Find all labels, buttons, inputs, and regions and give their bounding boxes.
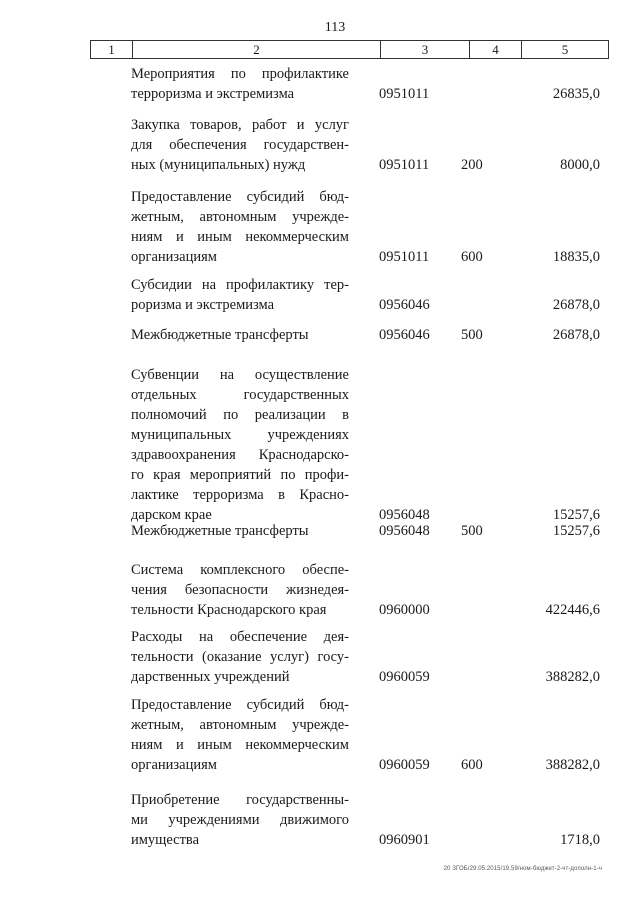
expense-kind-code: 500 bbox=[461, 523, 483, 539]
amount-value: 8000,0 bbox=[560, 157, 600, 173]
expense-kind-code: 600 bbox=[461, 757, 483, 773]
target-article-code: 0956046 bbox=[379, 297, 430, 313]
description-line: го края мероприятий по профи- bbox=[131, 467, 349, 483]
description-line: Предоставление субсидий бюд- bbox=[131, 189, 349, 205]
target-article-code: 0951011 bbox=[379, 157, 430, 173]
expense-kind-code: 500 bbox=[461, 327, 483, 343]
target-article-code: 0951011 bbox=[379, 86, 430, 102]
amount-value: 422446,6 bbox=[545, 602, 600, 618]
amount-value: 26878,0 bbox=[552, 327, 600, 343]
description-line: жетным, автономным учрежде- bbox=[131, 209, 349, 225]
amount-value: 26835,0 bbox=[552, 86, 600, 102]
row-description bbox=[131, 275, 349, 315]
description-line: отдельных государственных bbox=[131, 387, 349, 403]
header-col-2: 2 bbox=[133, 41, 381, 58]
description-line: организациям bbox=[131, 757, 217, 773]
description-line: для обеспечения государствен- bbox=[131, 137, 349, 153]
header-col-1: 1 bbox=[91, 41, 133, 58]
expense-kind-code: 600 bbox=[461, 249, 483, 265]
description-line: Субвенции на осуществление bbox=[131, 367, 349, 383]
description-line: жетным, автономным учрежде- bbox=[131, 717, 349, 733]
description-line: здравоохранения Краснодарско- bbox=[131, 447, 349, 463]
row-description bbox=[131, 115, 349, 175]
row-description bbox=[131, 521, 349, 541]
description-line: ниям и иным некоммерческим bbox=[131, 229, 349, 245]
description-line: Приобретение государственны- bbox=[131, 792, 349, 808]
amount-value: 15257,6 bbox=[552, 507, 600, 523]
header-col-4: 4 bbox=[470, 41, 522, 58]
amount-value: 1718,0 bbox=[560, 832, 600, 848]
table-header bbox=[90, 40, 609, 59]
target-article-code: 0960000 bbox=[379, 602, 430, 618]
footer-note: 20 ЗГОБ/29.05.2015/19.59/ном-бюджет-2-чт-дополн-1-ч bbox=[443, 866, 602, 872]
target-article-code: 0951011 bbox=[379, 249, 430, 265]
page-number: 113 bbox=[324, 20, 346, 35]
expense-kind-code: 200 bbox=[461, 157, 483, 173]
target-article-code: 0960059 bbox=[379, 669, 430, 685]
target-article-code: 0956046 bbox=[379, 327, 430, 343]
row-description bbox=[131, 64, 349, 104]
description-line: организациям bbox=[131, 249, 217, 265]
amount-value: 18835,0 bbox=[552, 249, 600, 265]
description-line: Межбюджетные трансферты bbox=[131, 327, 309, 343]
description-line: муниципальных учреждениях bbox=[131, 427, 349, 443]
target-article-code: 0960059 bbox=[379, 757, 430, 773]
description-line: Предоставление субсидий бюд- bbox=[131, 697, 349, 713]
row-description bbox=[131, 560, 349, 620]
description-line: терроризма и экстремизма bbox=[131, 86, 295, 102]
description-line: роризма и экстремизма bbox=[131, 297, 275, 313]
description-line: ми учреждениями движимого bbox=[131, 812, 349, 828]
row-description bbox=[131, 695, 349, 775]
target-article-code: 0956048 bbox=[379, 523, 430, 539]
description-line: Закупка товаров, работ и услуг bbox=[131, 117, 349, 133]
amount-value: 388282,0 bbox=[545, 669, 600, 685]
description-line: тельности (оказание услуг) госу- bbox=[131, 649, 349, 665]
description-line: Расходы на обеспечение дея- bbox=[131, 629, 349, 645]
target-article-code: 0956048 bbox=[379, 507, 430, 523]
description-line: Мероприятия по профилактике bbox=[131, 66, 349, 82]
description-line: дарском крае bbox=[131, 507, 212, 523]
amount-value: 26878,0 bbox=[552, 297, 600, 313]
description-line: Межбюджетные трансферты bbox=[131, 523, 309, 539]
description-line: ных (муниципальных) нужд bbox=[131, 157, 306, 173]
description-line: лактике терроризма в Красно- bbox=[131, 487, 349, 503]
row-description bbox=[131, 627, 349, 687]
amount-value: 388282,0 bbox=[545, 757, 600, 773]
row-description bbox=[131, 187, 349, 267]
row-description bbox=[131, 365, 349, 525]
row-description bbox=[131, 790, 349, 850]
description-line: тельности Краснодарского края bbox=[131, 602, 327, 618]
row-description bbox=[131, 325, 349, 345]
amount-value: 15257,6 bbox=[552, 523, 600, 539]
description-line: ниям и иным некоммерческим bbox=[131, 737, 349, 753]
description-line: Субсидии на профилактику тер- bbox=[131, 277, 349, 293]
description-line: дарственных учреждений bbox=[131, 669, 290, 685]
description-line: имущества bbox=[131, 832, 200, 848]
header-col-5: 5 bbox=[561, 41, 569, 57]
description-line: Система комплексного обеспе- bbox=[131, 562, 349, 578]
target-article-code: 0960901 bbox=[379, 832, 430, 848]
description-line: чения безопасности жизнедея- bbox=[131, 582, 349, 598]
header-col-3: 3 bbox=[381, 41, 470, 58]
description-line: полномочий по реализации в bbox=[131, 407, 349, 423]
